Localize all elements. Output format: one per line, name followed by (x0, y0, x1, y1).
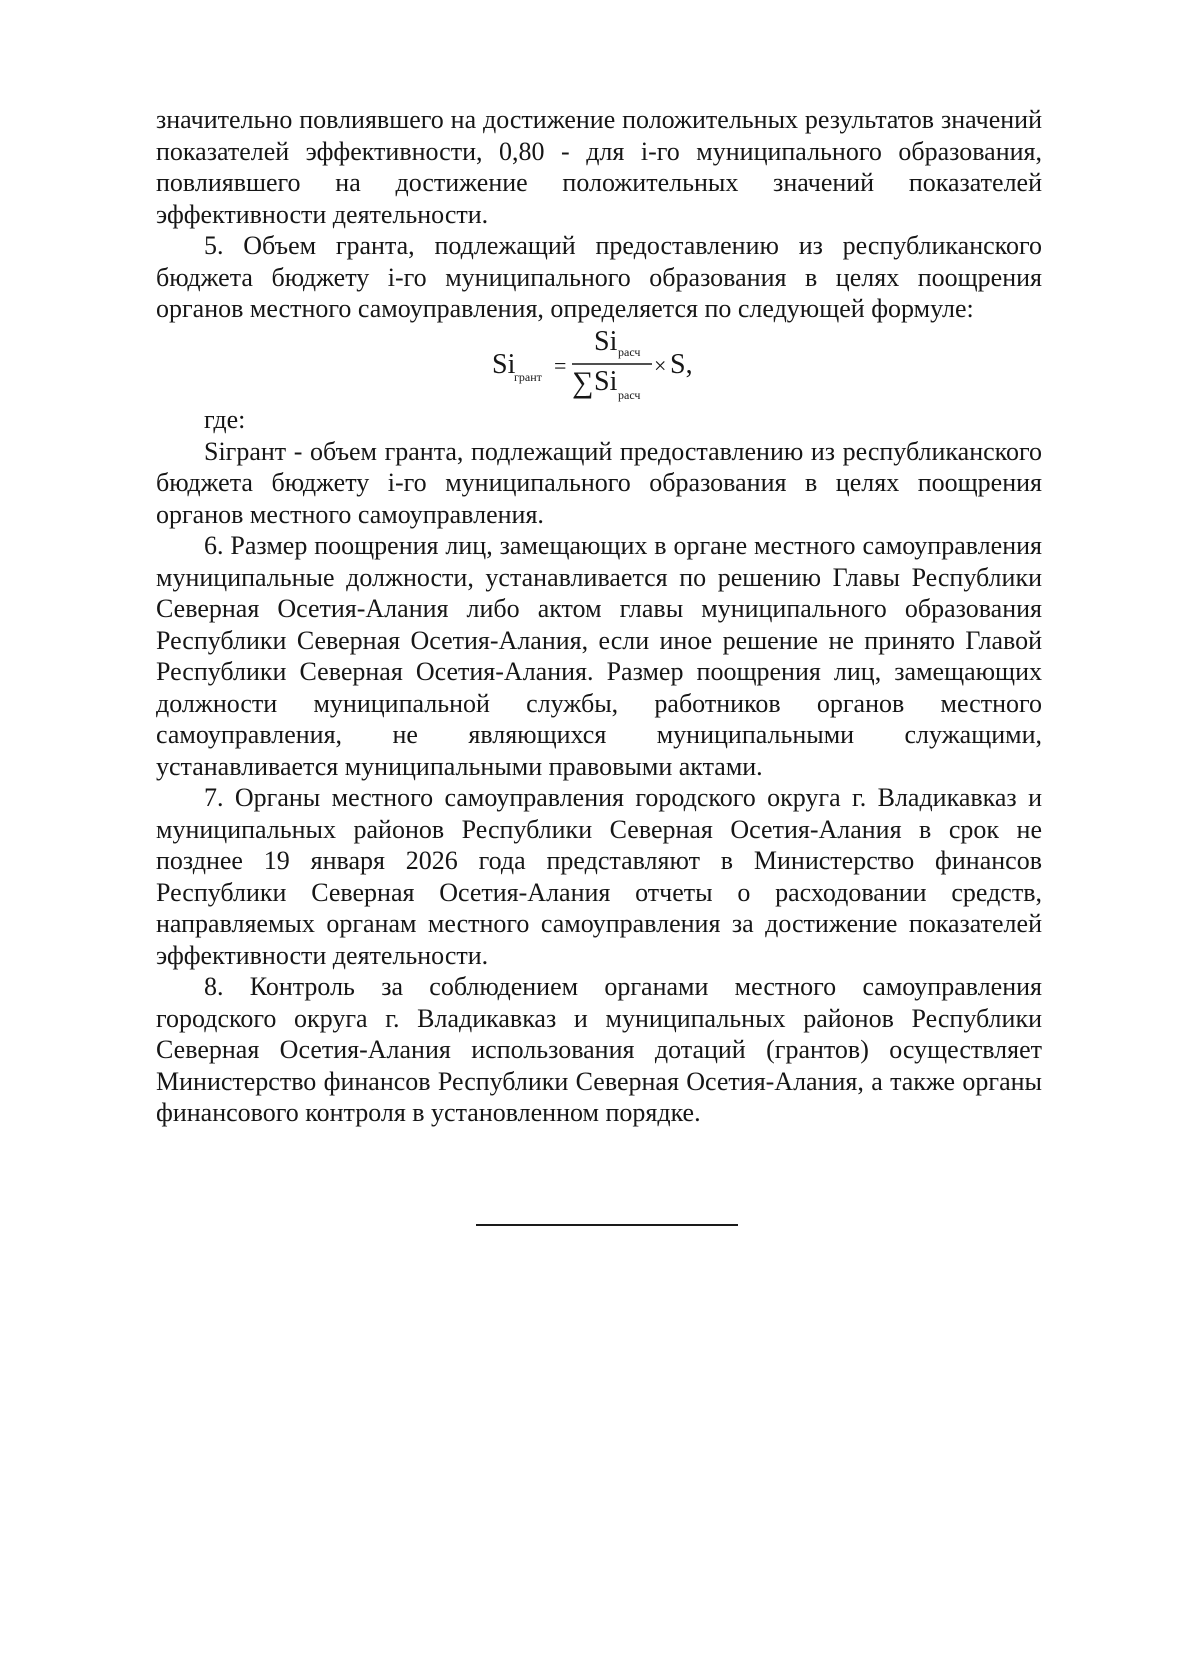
formula-s: S, (670, 349, 693, 380)
paragraph-6: 6. Размер поощрения лиц, замещающих в органе местного самоуправления муниципальные должности, устанавливается по решению Главы Республики Северная Осетия-Алания либо актом главы муниципального образования Республики Северная Осетия-Алания, если иное решение не принято Главой Республики Северная Осетия-Алания. Размер поощрения лиц, замещающих должности муниципальной службы, работников органов местного самоуправления, не являющихся муниципальными служащими, устанавливается муниципальными правовыми актами. (156, 531, 1042, 781)
formula-lhs-subscript: грант (514, 370, 542, 384)
formula-sum-symbol: ∑ (572, 366, 594, 399)
paragraph-8: 8. Контроль за соблюдением органами местного самоуправления городского округа г. Владикавказ и муниципальных районов Республики Северная Осетия-Алания использования дотаций (грантов) осуществляет Министерство финансов Республики Северная Осетия-Алания, а также органы финансового контроля в установленном порядке. (156, 972, 1042, 1127)
document-body-top (156, 104, 1042, 325)
grant-formula-svg (490, 328, 730, 408)
document-body-bottom (156, 404, 1042, 1129)
formula-numerator-subscript: расч (618, 345, 641, 359)
paragraph-continuation: значительно повлиявшего на достижение положительных результатов значений показателей эффективности, 0,80 - для i-го муниципального образования, повлиявшего на достижение положительных значений показателей эффективности деятельности. (156, 105, 1042, 229)
definition-sigrant: Sігрант - объем гранта, подлежащий предоставлению из республиканского бюджета бюджету і-го муниципального образования в целях поощрения органов местного самоуправления. (156, 436, 1042, 529)
where-label: где: (204, 405, 246, 434)
formula-lhs: Si (492, 349, 516, 380)
formula-denominator-subscript: расч (618, 388, 641, 402)
end-divider-line (476, 1224, 738, 1226)
formula-numerator: Si (594, 328, 618, 357)
paragraph-7: 7. Органы местного самоуправления городского округа г. Владикавказ и муниципальных районов Республики Северная Осетия-Алания в срок не позднее 19 января 2026 года представляют в Министерство финансов Республики Северная Осетия-Алания отчеты о расходовании средств, направляемых органам местного самоуправления за достижение показателей эффективности деятельности. (156, 783, 1042, 970)
paragraph-5: 5. Объем гранта, подлежащий предоставлению из республиканского бюджета бюджету i-го муниципального образования в целях поощрения органов местного самоуправления, определяется по следующей формуле: (156, 231, 1042, 323)
formula-times: × (654, 353, 667, 378)
grant-formula (490, 328, 730, 408)
formula-equals: = (554, 353, 567, 378)
formula-denominator: Si (594, 366, 618, 397)
